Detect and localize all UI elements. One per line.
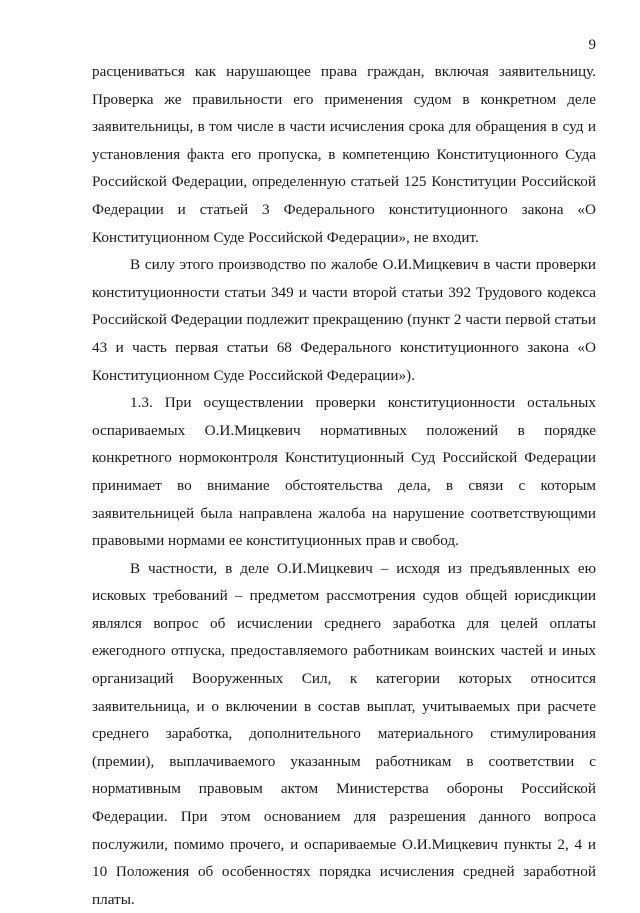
paragraph-case-details: В частности, в деле О.И.Мицкевич – исходя из предъявленных ею исковых требований – предметом рассмотрения судов общей юрисдикции являлся вопрос об исчислении среднего заработка для целей оплаты ежегодного отпуска, предоставляемого работникам воинских частей и иных организаций Вооруженных Сил, к категории которых относится заявительница, и о включении в состав выплат, учитываемых при расчете среднего заработка, дополнительного материального стимулирования (премии), выплачиваемого указанным работникам в соответствии с нормативным правовым актом Министерства обороны Российской Федерации. При этом основанием для разрешения данного вопроса послужили, помимо прочего, и оспариваемые О.И.Мицкевич пункты 2, 4 и 10 Положения об особенностях порядка исчисления средней заработной платы. [92,559,596,908]
paragraph-continuation: расцениваться как нарушающее права граждан, включая заявительницу. Проверка же правильности его применения судом в конкретном деле заявительницы, в том числе в части исчисления срока для обращения в суд и установления факта его пропуска, в компетенцию Конституционного Суда Российской Федерации, определенную статьей 125 Конституции Российской Федерации и статьей 3 Федерального конституционного закона «О Конституционном Суде Российской Федерации», не входит. [92,63,596,246]
paragraph-proceedings-termination: В силу этого производство по жалобе О.И.Мицкевич в части проверки конституционности статьи 349 и части второй статьи 392 Трудового кодекса Российской Федерации подлежит прекращению (пункт 2 части первой статьи 43 и часть первая статьи 68 Федерального конституционного закона «О Конституционном Суде Российской Федерации»). [92,256,596,384]
document-body [92,58,596,913]
page-number: 9 [588,37,596,53]
paragraph-section-1-3: 1.3. При осуществлении проверки конституционности остальных оспариваемых О.И.Мицкевич нормативных положений в порядке конкретного нормоконтроля Конституционный Суд Российской Федерации принимает во внимание обстоятельства дела, в связи с которым заявительницей была направлена жалоба на нарушение соответствующими правовыми нормами ее конституционных прав и свобод. [92,394,596,550]
